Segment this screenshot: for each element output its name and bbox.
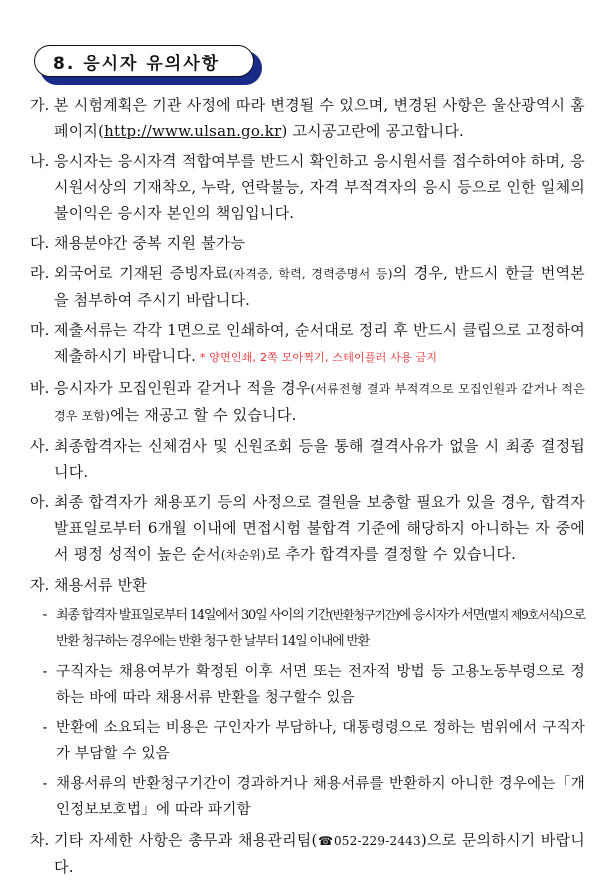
text-part: 최종 합격자가 채용포기 등의 사정으로 결원을 보충할 필요가 있을 경우, 합격자 발표일로부터 6개월 이내에 면접시험 불합격 기준에 해당하지 아니하는 자 중에서 평정 성적이 높은 순서 bbox=[54, 493, 585, 563]
notice-item-na bbox=[30, 148, 585, 226]
text-part: 기타 자세한 사항은 총무과 채용관리팀( bbox=[54, 831, 318, 849]
sub-dash: - bbox=[42, 776, 48, 792]
text-part: 외국어로 기재된 증빙자료 bbox=[54, 264, 229, 282]
item-marker: 나. bbox=[30, 152, 50, 170]
item-text bbox=[54, 260, 585, 313]
phone-number: 052-229-2443 bbox=[333, 834, 421, 848]
text-part: 으로 반환 청구하는 경우에는 반환 청구 한 날부터 14일 이내에 반환 bbox=[56, 608, 585, 649]
text-small: (별지 제9호서식) bbox=[483, 608, 563, 622]
text-part: 본 시험계획은 기관 사정에 따라 변경될 수 있으며, 변경된 사항은 울산광역시 홈페이지( bbox=[54, 96, 585, 140]
text-part: 최종 합격자 발표일로부터 14일에서 30일 사이의 기간 bbox=[56, 608, 330, 623]
text-small: (반환청구기간) bbox=[329, 608, 399, 622]
notice-item-cha bbox=[30, 827, 585, 880]
notice-item-ra bbox=[30, 260, 585, 313]
item-marker: 바. bbox=[30, 379, 50, 397]
item-marker: 마. bbox=[30, 321, 50, 339]
notice-item-ja bbox=[30, 572, 585, 598]
text-small: (서류전형 결과 부적격으로 모집인원과 같거나 적은 경우 포함) bbox=[54, 382, 585, 423]
item-text: 채용분야간 중복 지원 불가능 bbox=[54, 234, 246, 252]
notice-item-a bbox=[30, 489, 585, 568]
sub-text: 구직자는 채용여부가 확정된 이후 서면 또는 전자적 방법 등 고용노동부령으로 정하는 바에 따라 채용서류 반환을 청구할수 있음 bbox=[56, 664, 585, 706]
text-part: 응시자가 모집인원과 같거나 적을 경우 bbox=[54, 379, 311, 397]
sub-text: 채용서류의 반환청구기간이 경과하거나 채용서류를 반환하지 아니한 경우에는「개인정보보호법」에 따라 파기함 bbox=[56, 776, 585, 818]
text-small: (자격증, 학력, 경력증명서 등) bbox=[228, 267, 393, 281]
item-marker: 자. bbox=[30, 576, 50, 594]
text-part: 제출서류는 각각 1면으로 인쇄하여, 순서대로 정리 후 반드시 클립으로 고정하여 제출하시기 바랍니다. bbox=[54, 321, 585, 365]
item-marker: 다. bbox=[30, 234, 50, 252]
notice-item-sa bbox=[30, 433, 585, 485]
text-part: 로 추가 합격자를 결정할 수 있습니다. bbox=[265, 545, 517, 563]
item-text bbox=[54, 375, 585, 429]
text-part: ) 고시공고란에 공고합니다. bbox=[281, 122, 464, 140]
notice-item-da bbox=[30, 230, 585, 256]
notice-item-ga bbox=[30, 92, 585, 144]
sub-item-4 bbox=[34, 771, 585, 823]
homepage-link[interactable]: http://www.ulsan.go.kr bbox=[104, 122, 282, 140]
item-text: 응시자는 응시자격 적합여부를 반드시 확인하고 응시원서를 접수하여야 하며, 응시원서상의 기재착오, 누락, 연락불능, 자격 부적격자의 응시 등으로 인한 일체의 불이익은 응시자 본인의 책임입니다. bbox=[54, 152, 585, 222]
item-marker: 라. bbox=[30, 264, 50, 282]
text-part: 에 응시자가 서면 bbox=[398, 608, 484, 623]
sub-item-1 bbox=[34, 602, 585, 655]
phone-icon: ☎ bbox=[317, 834, 334, 848]
item-text: 채용서류 반환 bbox=[54, 576, 148, 594]
section-title-box bbox=[34, 45, 266, 89]
notice-item-ma bbox=[30, 317, 585, 371]
item-text bbox=[54, 489, 585, 568]
sub-dash: - bbox=[42, 607, 48, 623]
item-marker: 가. bbox=[30, 96, 50, 114]
sub-text bbox=[56, 602, 585, 655]
item-marker: 차. bbox=[30, 831, 50, 849]
notice-item-ba bbox=[30, 375, 585, 429]
sub-dash: - bbox=[42, 720, 48, 736]
text-part: 의 경우, 반드시 한글 번역본을 첨부하여 주시기 바랍니다. bbox=[54, 264, 585, 309]
text-part: 에는 재공고 할 수 있습니다. bbox=[110, 406, 297, 424]
item-marker: 사. bbox=[30, 437, 50, 455]
item-marker: 아. bbox=[30, 493, 50, 511]
item-text bbox=[54, 92, 585, 144]
sub-item-3 bbox=[34, 715, 585, 767]
sub-item-2 bbox=[34, 659, 585, 711]
text-part: )으로 문의하시기 바랍니다. bbox=[54, 831, 585, 876]
sub-text: 반환에 소요되는 비용은 구인자가 부담하나, 대통령령으로 정하는 범위에서 구직자가 부담할 수 있음 bbox=[56, 720, 585, 762]
item-text bbox=[54, 317, 585, 371]
sub-dash: - bbox=[42, 664, 48, 680]
warning-note: * 양면인쇄, 2쪽 모아찍기, 스테이플러 사용 금지 bbox=[196, 351, 438, 364]
section-title: 8. 응시자 유의사항 bbox=[34, 45, 254, 77]
notice-list bbox=[30, 92, 585, 884]
text-small: (차순위) bbox=[220, 548, 266, 562]
item-text: 최종합격자는 신체검사 및 신원조회 등을 통해 결격사유가 없을 시 최종 결정됩니다. bbox=[54, 437, 585, 481]
item-text bbox=[54, 827, 585, 880]
